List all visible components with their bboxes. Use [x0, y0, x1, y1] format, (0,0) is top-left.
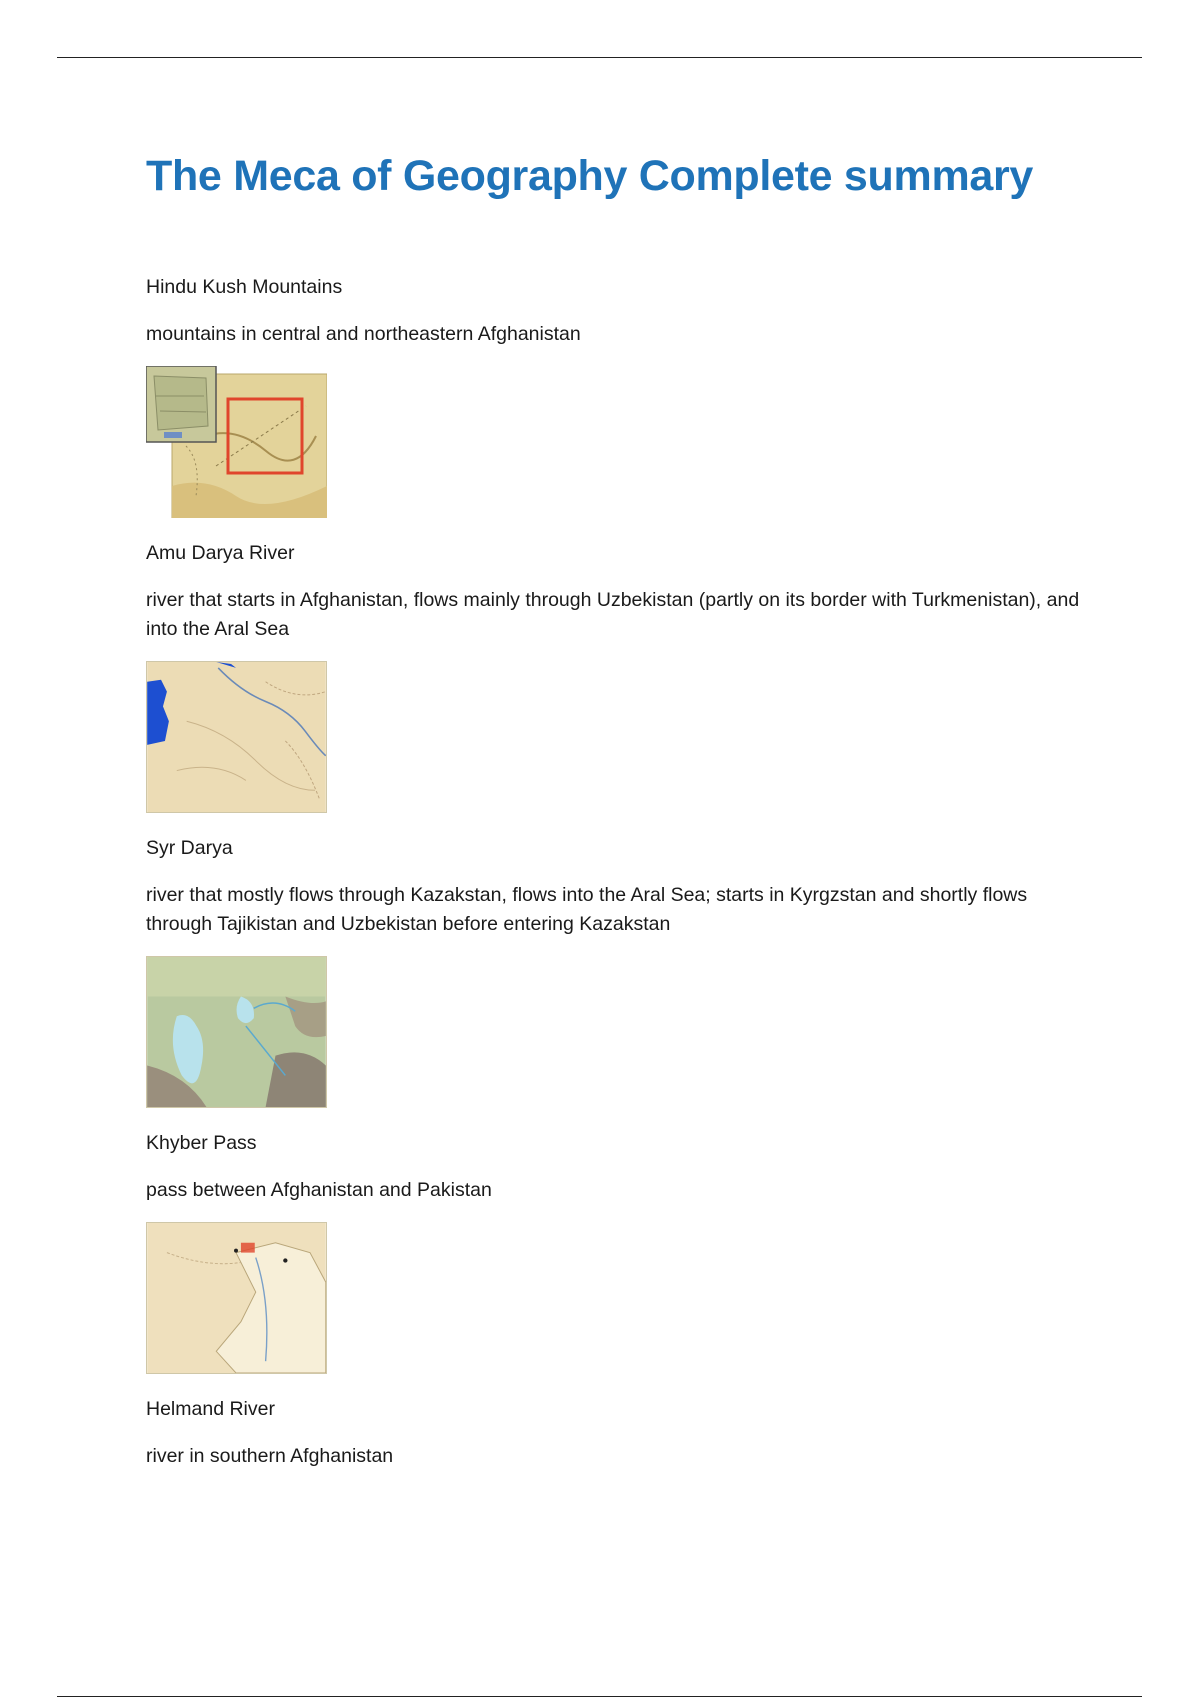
khyber-pass-map-thumbnail	[146, 1222, 327, 1374]
entry-term: Amu Darya River	[146, 542, 295, 564]
entry-definition: river in southern Afghanistan	[146, 1445, 394, 1467]
document-body	[146, 138, 1086, 1488]
page-title: The Meca of Geography Complete summary	[146, 152, 1034, 200]
entry-definition: pass between Afghanistan and Pakistan	[146, 1179, 492, 1201]
entry-term: Khyber Pass	[146, 1132, 257, 1154]
entry-term: Hindu Kush Mountains	[146, 276, 343, 298]
entry-definition: river that starts in Afghanistan, flows mainly through Uzbekistan (partly on its border with Turkmenistan), and into the Aral Sea	[146, 589, 1080, 640]
entry-helmand-river	[146, 1396, 1086, 1471]
entry-definition: river that mostly flows through Kazakstan, flows into the Aral Sea; starts in Kyrgzstan and shortly flows through Tajikistan and Uzbekistan before entering Kazakstan	[146, 884, 1028, 935]
entry-term: Syr Darya	[146, 837, 233, 859]
khyber-pass-map-image	[147, 1223, 326, 1373]
hindu-kush-map-thumbnail	[146, 366, 327, 518]
header-rule	[57, 57, 1142, 58]
amu-darya-map-image	[147, 662, 326, 812]
entry-syr-darya	[146, 835, 1086, 1108]
entry-list	[146, 274, 1086, 1471]
hindu-kush-map-image	[146, 366, 327, 518]
footer-rule	[57, 1696, 1142, 1697]
syr-darya-map-image	[147, 957, 326, 1107]
entry-definition: mountains in central and northeastern Afghanistan	[146, 323, 581, 345]
syr-darya-map-thumbnail	[146, 956, 327, 1108]
entry-hindu-kush	[146, 274, 1086, 518]
entry-amu-darya	[146, 540, 1086, 813]
entry-term: Helmand River	[146, 1398, 275, 1420]
amu-darya-map-thumbnail	[146, 661, 327, 813]
entry-khyber-pass	[146, 1130, 1086, 1374]
